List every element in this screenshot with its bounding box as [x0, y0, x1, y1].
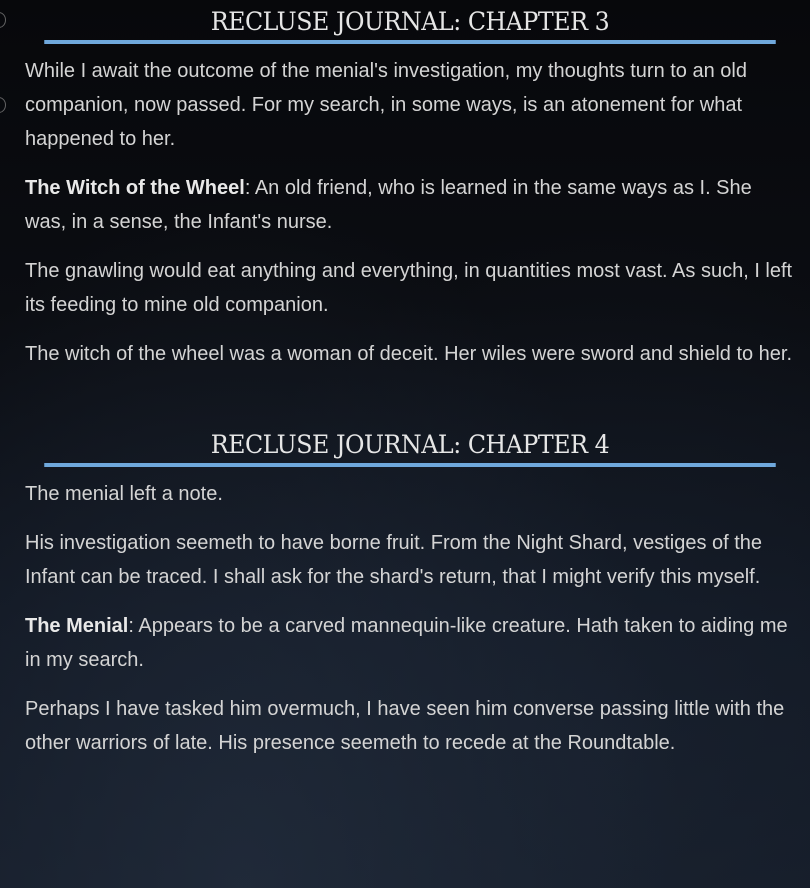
- paragraph-text: The witch of the wheel was a woman of deceit. Her wiles were sword and shield to her.: [25, 343, 793, 365]
- paragraph-text: : An old friend, who is learned in the same ways as I. She was, in a sense, the Infant's nurse.: [25, 177, 752, 233]
- character-name: The Witch of the Wheel: [25, 177, 245, 199]
- chapter-title: RECLUSE JOURNAL: CHAPTER 3: [44, 6, 776, 44]
- edge-ring-decoration: [0, 12, 6, 28]
- paragraph-text: Perhaps I have tasked him overmuch, I have seen him converse passing little with the other warriors of late. His presence seemeth to recede at the Roundtable.: [25, 698, 785, 754]
- journal-chapter-3: [25, 6, 795, 371]
- paragraph-text: The menial left a note.: [25, 483, 223, 505]
- journal-paragraph: [25, 526, 795, 594]
- journal-paragraph: [25, 54, 795, 156]
- paragraph-text: His investigation seemeth to have borne fruit. From the Night Shard, vestiges of the Infant can be traced. I shall ask for the shard's return, that I might verify this myself.: [25, 532, 763, 588]
- journal-paragraph: [25, 337, 795, 371]
- edge-ring-decoration: [0, 97, 6, 113]
- journal-paragraph: [25, 477, 795, 511]
- paragraph-text: : Appears to be a carved mannequin-like creature. Hath taken to aiding me in my search.: [25, 615, 788, 671]
- journal-paragraph: [25, 171, 795, 239]
- journal-content: [25, 6, 795, 760]
- paragraph-text: The gnawling would eat anything and everything, in quantities most vast. As such, I left its feeding to mine old companion.: [25, 260, 793, 316]
- journal-chapter-4: [25, 429, 795, 760]
- chapter-title: RECLUSE JOURNAL: CHAPTER 4: [44, 429, 776, 467]
- journal-paragraph: [25, 254, 795, 322]
- journal-paragraph: [25, 609, 795, 677]
- character-name: The Menial: [25, 615, 129, 637]
- journal-paragraph: [25, 692, 795, 760]
- paragraph-text: While I await the outcome of the menial's investigation, my thoughts turn to an old companion, now passed. For my search, in some ways, is an atonement for what happened to her.: [25, 60, 747, 150]
